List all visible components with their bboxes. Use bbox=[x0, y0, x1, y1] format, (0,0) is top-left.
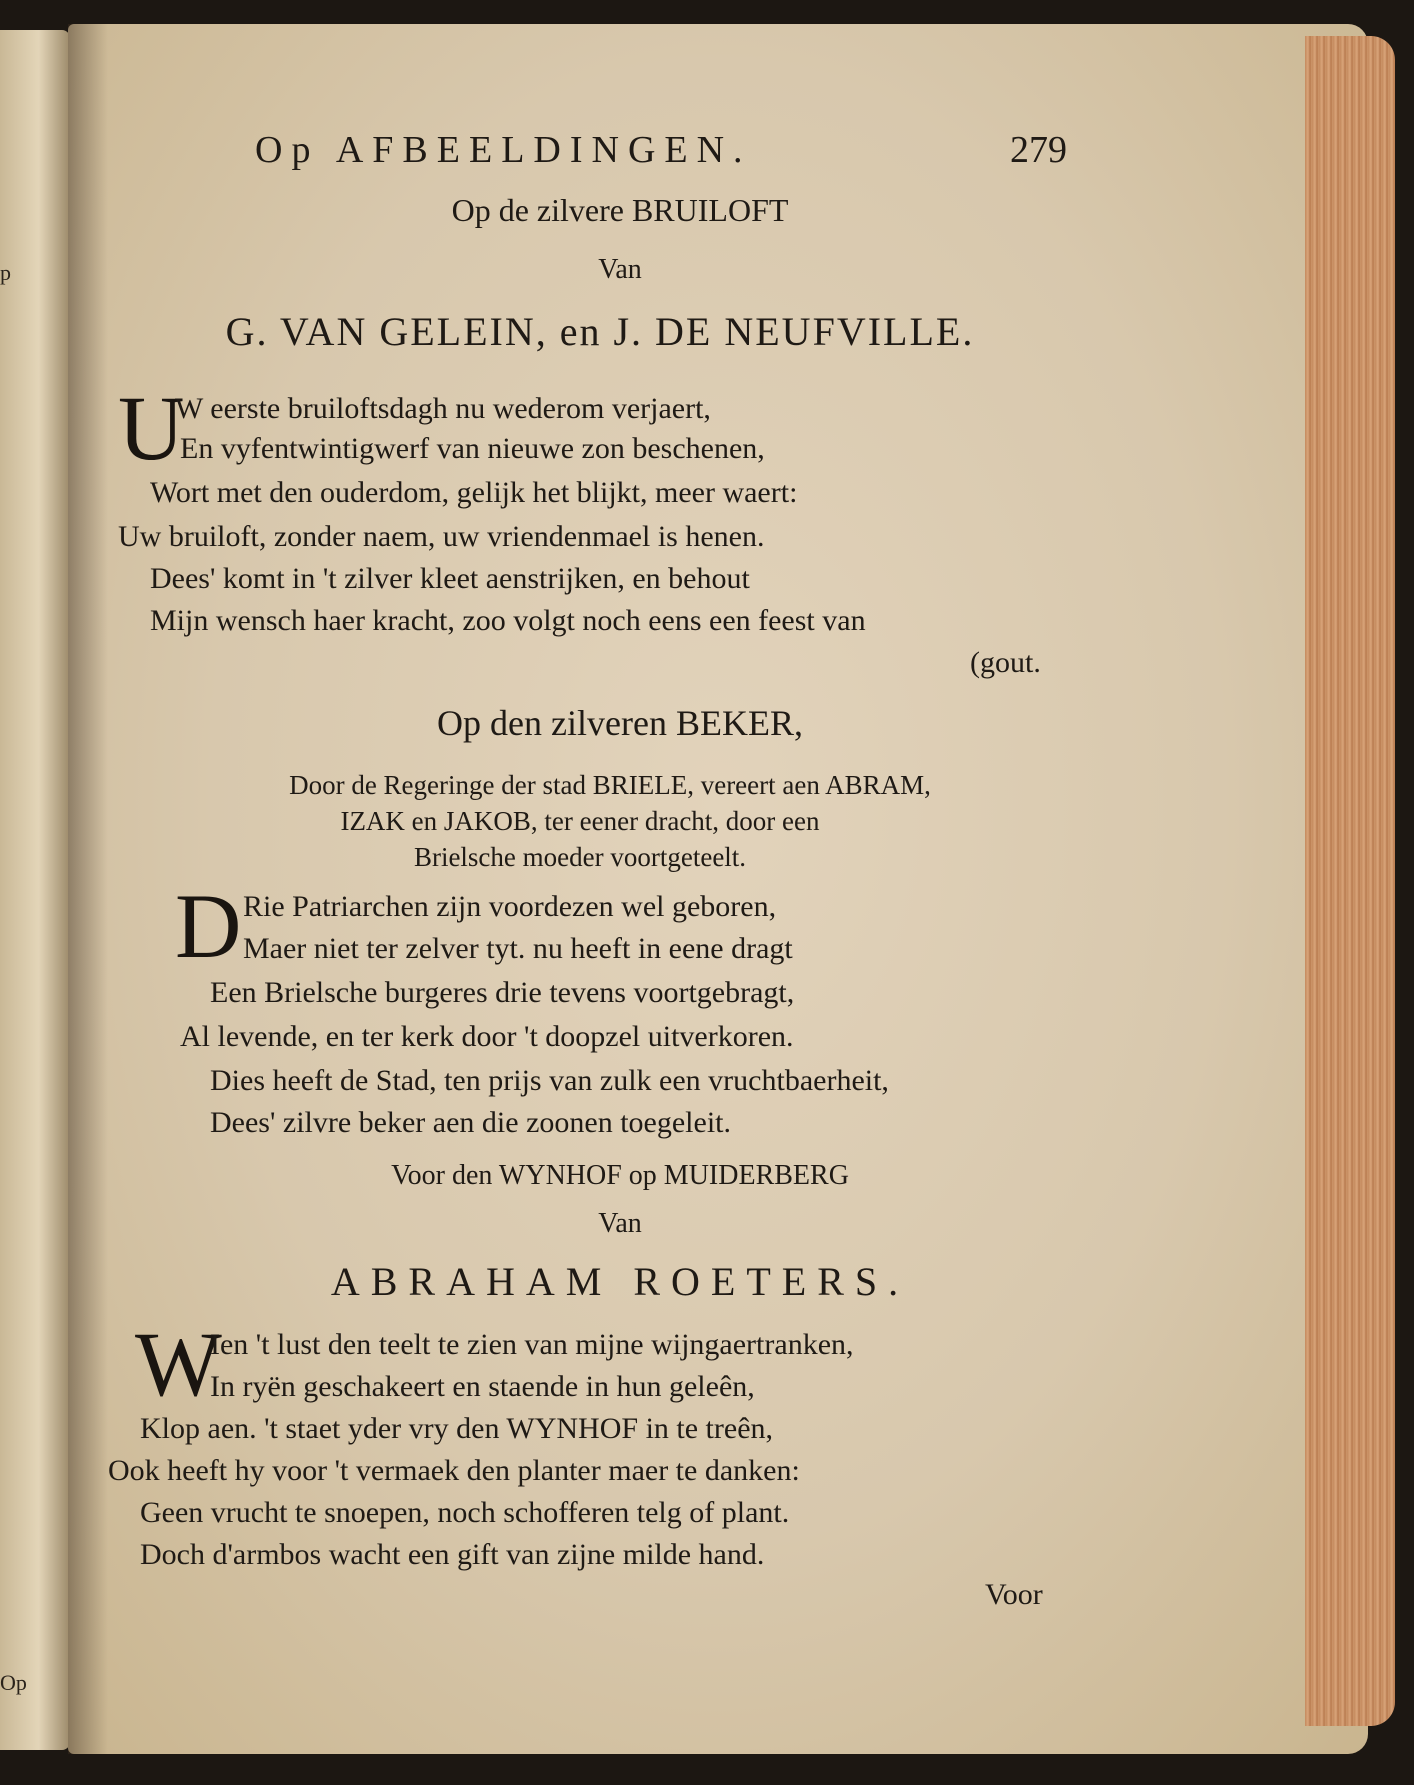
poem2-line-2: Maer niet ter zelver tyt. nu heeft in eene dragt bbox=[243, 932, 793, 965]
poem1-line-6: Mijn wensch haer kracht, zoo volgt noch eens een feest van bbox=[150, 604, 866, 637]
poem2-title: Op den zilveren BEKER, bbox=[437, 703, 803, 743]
spine-shadow bbox=[68, 24, 108, 1754]
poem1-names: G. VAN GELEIN, en J. DE NEUFVILLE. bbox=[225, 309, 975, 354]
poem2-caption-2: IZAK en JAKOB, ter eener dracht, door een bbox=[340, 806, 820, 836]
catchword: Voor bbox=[985, 1578, 1043, 1611]
poem3-line-2: In ryën geschakeert en staende in hun geleên, bbox=[210, 1370, 755, 1403]
poem2-line-6: Dees' zilvre beker aen die zoonen toegeleit. bbox=[210, 1106, 731, 1139]
poem1-van: Van bbox=[598, 254, 642, 285]
facing-page bbox=[0, 30, 70, 1750]
poem3-line-5: Geen vrucht te snoepen, noch schofferen telg of plant. bbox=[140, 1496, 790, 1529]
page-number: 279 bbox=[1010, 129, 1067, 171]
poem1-line-3: Wort met den ouderdom, gelijk het blijkt, meer waert: bbox=[150, 476, 798, 509]
poem2-caption-1: Door de Regeringe der stad BRIELE, vereert aen ABRAM, bbox=[289, 770, 931, 800]
poem1-line-1: W eerste bruiloftsdagh nu wederom verjaert, bbox=[175, 392, 711, 425]
poem3-van: Van bbox=[598, 1208, 642, 1239]
poem3-names: ABRAHAM ROETERS. bbox=[330, 1259, 910, 1304]
poem3-line-3: Klop aen. 't staet yder vry den WYNHOF in te treên, bbox=[140, 1412, 774, 1445]
poem2-line-5: Dies heeft de Stad, ten prijs van zulk een vruchtbaerheit, bbox=[210, 1064, 889, 1097]
poem1-title: Op de zilvere BRUILOFT bbox=[451, 192, 789, 228]
poem2-line-1: Rie Patriarchen zijn voordezen wel geboren, bbox=[243, 890, 777, 923]
running-title: Op AFBEELDINGEN. bbox=[255, 129, 752, 171]
facing-page-mark-bottom: Op bbox=[0, 1670, 27, 1695]
poem3-dropcap: W bbox=[135, 1313, 222, 1415]
poem1-line-4: Uw bruiloft, zonder naem, uw vriendenmael is henen. bbox=[118, 520, 765, 553]
poem1-line-7: (gout. bbox=[970, 646, 1041, 679]
facing-page-mark-top: p bbox=[0, 260, 11, 285]
poem1-dropcap: U bbox=[118, 377, 185, 479]
poem3-title: Voor den WYNHOF op MUIDERBERG bbox=[391, 1160, 849, 1191]
poem2-caption-3: Brielsche moeder voortgeteelt. bbox=[413, 842, 747, 872]
poem2-line-3: Een Brielsche burgeres drie tevens voortgebragt, bbox=[210, 976, 795, 1009]
poem3-line-6: Doch d'armbos wacht een gift van zijne milde hand. bbox=[140, 1538, 765, 1571]
poem1-line-2: En vyfentwintigwerf van nieuwe zon beschenen, bbox=[180, 432, 765, 465]
poem2-line-4: Al levende, en ter kerk door 't doopzel uitverkoren. bbox=[180, 1020, 794, 1053]
page-fore-edge bbox=[1305, 36, 1395, 1726]
poem3-line-4: Ook heeft hy voor 't vermaek den planter maer te danken: bbox=[108, 1454, 800, 1487]
poem2-dropcap: D bbox=[175, 875, 242, 977]
poem3-line-1: Ien 't lust den teelt te zien van mijne wijngaertranken, bbox=[210, 1328, 854, 1361]
poem1-line-5: Dees' komt in 't zilver kleet aenstrijken, en behout bbox=[150, 562, 750, 595]
